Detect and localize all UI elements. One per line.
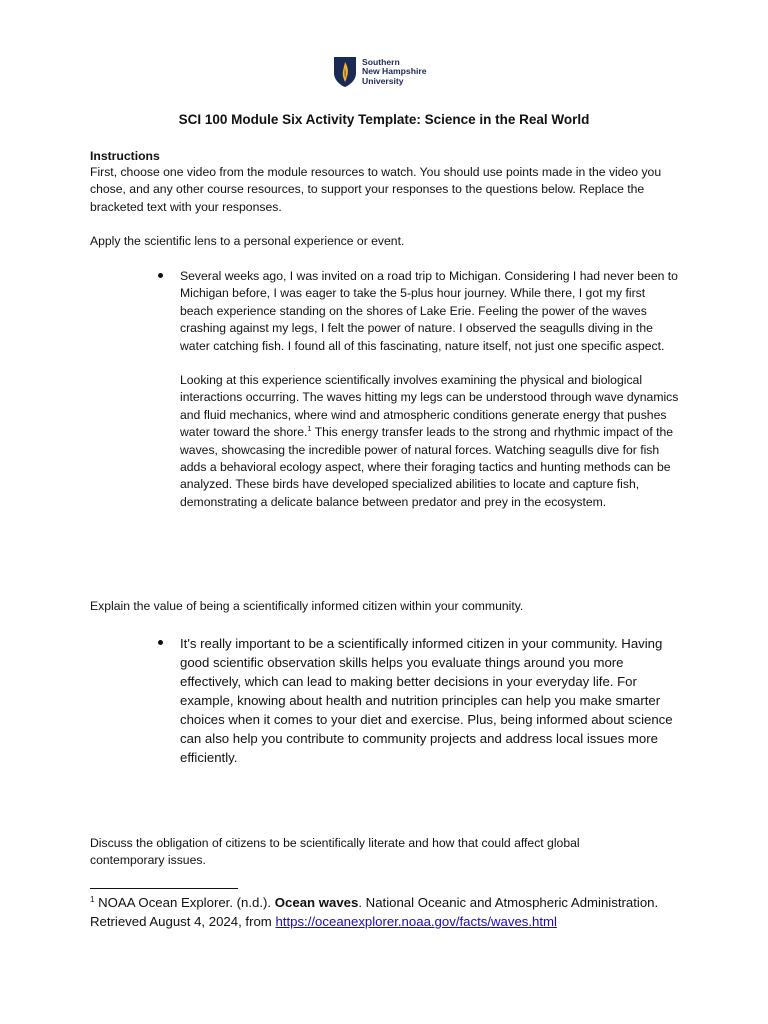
footnote-author: NOAA Ocean Explorer. (n.d.). — [98, 895, 275, 910]
question-1-response-para-2 — [180, 372, 680, 511]
logo-line-1: Southern — [362, 56, 400, 67]
footnote-url-link[interactable]: https://oceanexplorer.noaa.gov/facts/waves.html — [275, 914, 557, 929]
snhu-shield-icon — [333, 56, 357, 88]
question-1-response[interactable] — [180, 268, 680, 511]
footnote-publisher: . National Oceanic and Atmospheric Administration. Retrieved August 4, 2024, from — [90, 895, 659, 929]
bullet-1-dot — [158, 273, 163, 278]
question-2-response[interactable] — [180, 634, 680, 767]
bullet-2-dot — [158, 640, 163, 645]
footnote-number: 1 — [90, 895, 95, 904]
instructions-heading: Instructions — [90, 149, 160, 163]
instructions-body: First, choose one video from the module resources to watch. You should use points made in the video you chose, and any other course resources, to support your responses to the questions below. Replace the bracketed text with your responses. — [90, 165, 662, 214]
logo-line-3: University — [362, 75, 404, 86]
question-3-prompt: Discuss the obligation of citizens to be scientifically literate and how that could affect global contemporary issues. — [90, 836, 580, 868]
snhu-logo — [333, 55, 426, 89]
footnote-1 — [90, 893, 710, 931]
question-1-response-para-1: Several weeks ago, I was invited on a road trip to Michigan. Considering I had never been to Michigan before, I was eager to take the 5-plus hour journey. While there, I got my first beach experience standing on the shores of Lake Erie. Feeling the power of the waves crashing against my legs, I felt the power of nature. I observed the seagulls diving in the water catching fish. I found all of this fascinating, nature itself, not just one specific aspect. — [180, 269, 678, 353]
question-2-prompt: Explain the value of being a scientifically informed citizen within your community. — [90, 599, 524, 613]
question-2-response-para: It's really important to be a scientifically informed citizen in your community. Having good scientific observation skills helps you evaluate things around you more effectively, which can lead to making better decisions in your everyday life. For example, knowing about health and nutrition principles can help you make smarter choices when it comes to your diet and exercise. Plus, being informed about science can also help you contribute to community projects and address local issues more efficiently. — [180, 636, 673, 765]
para-2-text-start: Looking at this experience scientifically involves examining the physical and biological interactions occurring. The waves hitting my legs can be understood through wave dynamics and fluid mechanics, where wind and atmospheric conditions generate energy that pushes water toward the shore. — [180, 373, 679, 440]
question-1-prompt: Apply the scientific lens to a personal experience or event. — [90, 234, 405, 248]
footnote-work-title: Ocean waves — [274, 895, 359, 910]
para-2-text-end: This energy transfer leads to the strong and rhythmic impact of the waves, showcasing the incredible power of natural forces. Watching seagulls dive for fish adds a behavioral ecology aspect, where their foraging tactics and hunting methods can be analyzed. These birds have developed specialized abilities to locate and capture fish, demonstrating a delicate balance between predator and prey in the ecosystem. — [180, 425, 674, 509]
logo-line-2: New Hampshire — [362, 66, 427, 77]
footnote-reference[interactable]: 1 — [307, 424, 312, 434]
snhu-wordmark — [362, 58, 426, 87]
footnote-separator — [90, 888, 238, 889]
document-title: SCI 100 Module Six Activity Template: Science in the Real World — [178, 112, 590, 127]
